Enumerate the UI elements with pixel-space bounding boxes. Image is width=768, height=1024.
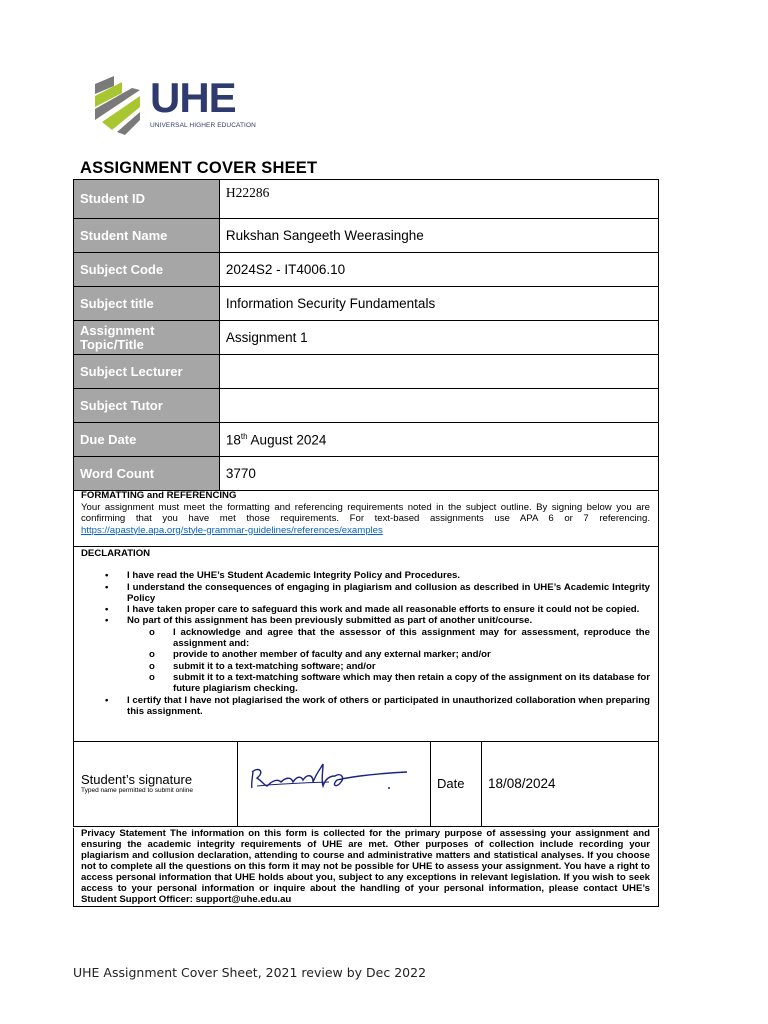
subject-tutor-value: [219, 389, 658, 423]
formatting-body: Your assignment must meet the formatting and referencing requirements noted in the subject outline. By signing below you are confirming that you have met those requirements. For text-based assignments use APA 6 or 7 referencing.: [81, 501, 650, 524]
due-day: 18: [225, 432, 241, 448]
table-row: [74, 389, 659, 423]
signature-section: [73, 741, 659, 827]
list-item: • I certify that I have not plagiarised the work of others or participated in unauthorized collaboration when preparing this assignment.: [127, 695, 650, 718]
apa-reference-link[interactable]: https://apastyle.apa.org/style-grammar-guidelines/references/examples: [81, 524, 383, 536]
date-label: Date: [437, 776, 465, 791]
word-count-value: 3770: [219, 457, 658, 491]
row-label: Subject Lecturer: [74, 355, 220, 389]
row-label: Due Date: [74, 423, 220, 457]
table-row: [74, 180, 659, 219]
table-row: [74, 219, 659, 253]
due-day-suffix: th: [240, 431, 248, 441]
list-item: o I acknowledge and agree that the assessor of this assignment may for assessment, reproduce the assignment and:: [173, 627, 650, 650]
subject-title-value: Information Security Fundamentals: [219, 287, 658, 321]
declaration-section: [73, 547, 659, 742]
date-label-cell: [430, 742, 482, 826]
row-label: Student Name: [74, 219, 220, 253]
signature-label: Student’s signature: [81, 772, 193, 787]
due-month-year: August 2024: [247, 432, 327, 448]
table-row: [74, 355, 659, 389]
list-item: • I have taken proper care to safeguard this work and made all reasonable efforts to ensure it could not be copied.: [127, 604, 650, 615]
list-item: o provide to another member of faculty and any external marker; and/or: [173, 649, 650, 660]
declaration-sub-list: [127, 627, 650, 695]
row-label: Student ID: [74, 180, 220, 219]
list-item: o submit it to a text-matching software which may then retain a copy of the assignment on its database for future plagiarism checking.: [173, 672, 650, 695]
list-item: o submit it to a text-matching software; and/or: [173, 661, 650, 672]
declaration-list: [81, 570, 650, 717]
list-item: [127, 615, 650, 694]
assignment-title-value: Assignment 1: [219, 321, 658, 355]
date-value: 18/08/2024: [488, 776, 556, 791]
table-row: [74, 253, 659, 287]
row-label: Word Count: [74, 457, 220, 491]
formatting-heading: FORMATTING and REFERENCING: [81, 490, 237, 501]
formatting-section: [73, 490, 659, 547]
subject-lecturer-value: [219, 355, 658, 389]
row-label: Subject Code: [74, 253, 220, 287]
logo-subtitle: UNIVERSAL HIGHER EDUCATION: [150, 122, 256, 129]
table-row: [74, 321, 659, 355]
formatting-text: [81, 502, 650, 537]
student-id-value: H22286: [219, 180, 658, 219]
page-title: ASSIGNMENT COVER SHEET: [80, 159, 318, 177]
row-label: Subject title: [74, 287, 220, 321]
row-label: Assignment Topic/Title: [74, 321, 220, 355]
logo-wordmark: UHE: [150, 74, 236, 121]
handwritten-signature: [237, 742, 430, 828]
list-item-text: No part of this assignment has been previously submitted as part of another unit/course.: [127, 615, 533, 627]
page-footer: UHE Assignment Cover Sheet, 2021 review by Dec 2022: [73, 965, 427, 980]
student-name-value: Rukshan Sangeeth Weerasinghe: [219, 219, 658, 253]
table-row: [74, 457, 659, 491]
list-item: • I understand the consequences of engaging in plagiarism and collusion as described in UHE’s Academic Integrity Policy: [127, 582, 650, 605]
declaration-heading: DECLARATION: [81, 548, 151, 559]
subject-code-value: 2024S2 - IT4006.10: [219, 253, 658, 287]
signature-cell[interactable]: [237, 742, 431, 826]
privacy-statement: Privacy Statement The information on this form is collected for the primary purpose of assessing your assignment and ensuring the academic integrity requirements of UHE are met. Other purposes of collection include recording your plagiarism and collusion declaration, attending to course and administrative matters and statistical analyses. If you choose not to complete all the questions on this form it may not be possible for UHE to assess your assignment. You have a right to access personal information that UHE holds about you, subject to any exceptions in relevant legislation. If you wish to seek access to your personal information or inquire about the handling of your personal information, please contact UHE’s Student Support Officer: support@uhe.edu.au: [73, 828, 659, 907]
uhe-logo: [92, 74, 262, 136]
due-date-value: [219, 423, 658, 457]
list-item: • I have read the UHE’s Student Academic Integrity Policy and Procedures.: [127, 570, 650, 581]
student-info-table: [73, 179, 659, 491]
signature-note: Typed name permitted to submit online: [81, 787, 194, 794]
signature-label-cell: [74, 742, 238, 826]
uhe-shield-icon: [92, 74, 148, 136]
table-row: [74, 423, 659, 457]
table-row: [74, 287, 659, 321]
row-label: Subject Tutor: [74, 389, 220, 423]
